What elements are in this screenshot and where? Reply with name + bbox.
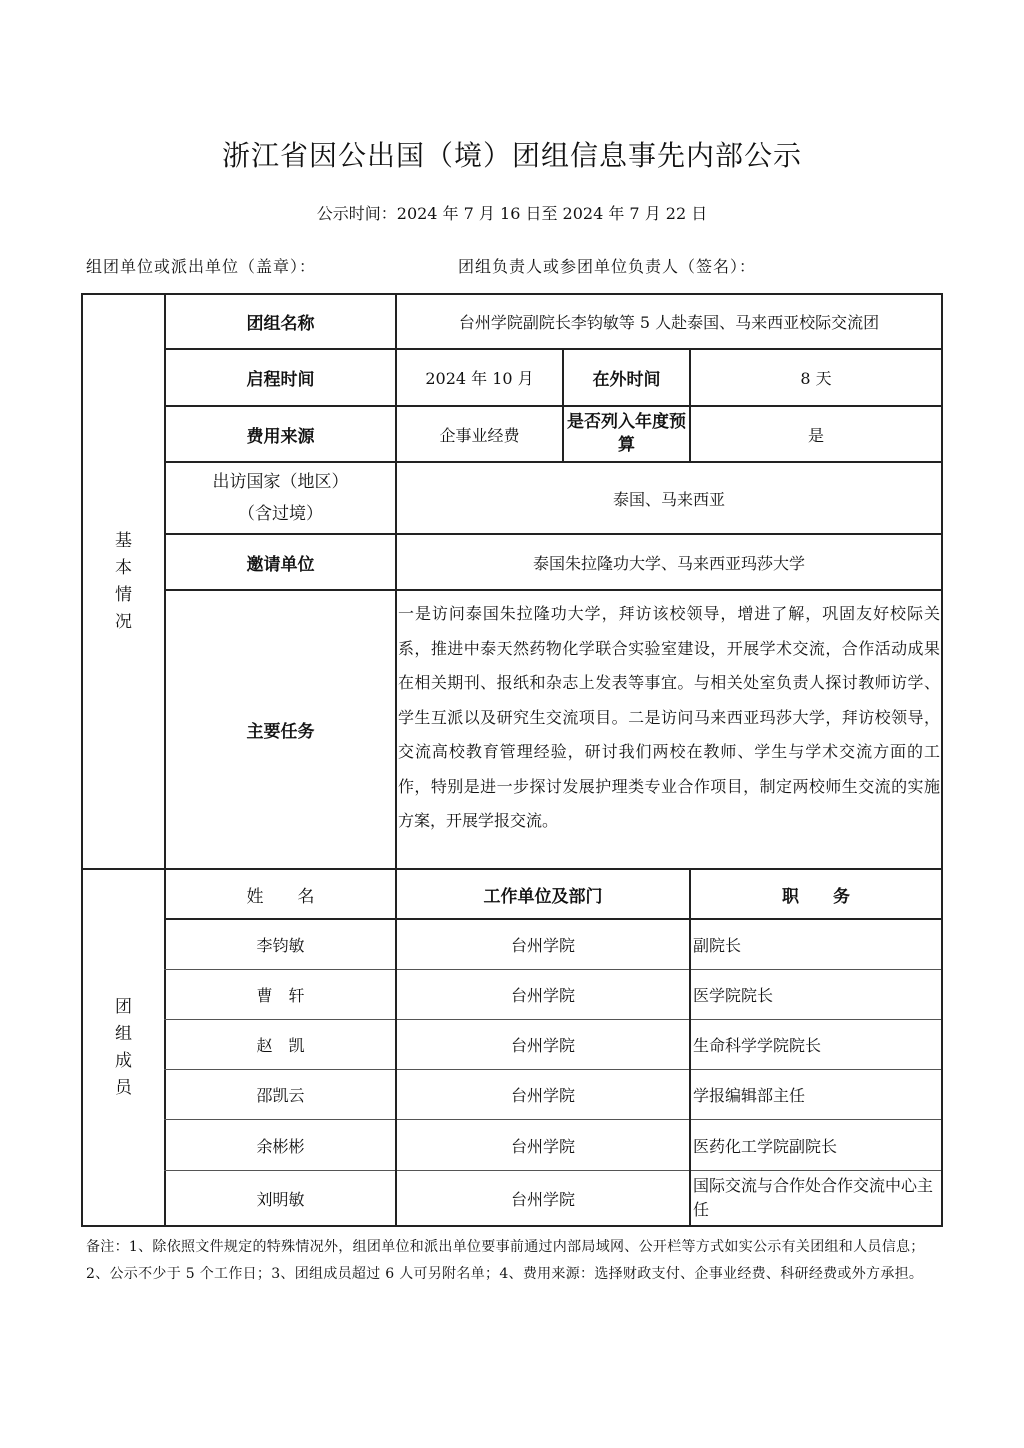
member-title: 生命科学学院院长 bbox=[693, 1036, 822, 1055]
publicity-period: 公示时间：2024 年 7 月 16 日至 2024 年 7 月 22 日 bbox=[316, 204, 708, 223]
member-title: 医学院院长 bbox=[693, 986, 774, 1005]
member-title: 学报编辑部主任 bbox=[693, 1086, 806, 1105]
member-unit: 台州学院 bbox=[510, 936, 575, 955]
basic-info-section-label: 基 本 情 况 bbox=[115, 530, 132, 632]
inviting-unit-label: 邀请单位 bbox=[246, 554, 315, 575]
member-unit-header: 工作单位及部门 bbox=[483, 886, 603, 907]
funding-source-label: 费用来源 bbox=[246, 426, 315, 447]
departure-time-label: 启程时间 bbox=[246, 370, 315, 390]
departure-time-value: 2024 年 10 月 bbox=[425, 369, 534, 388]
member-unit: 台州学院 bbox=[510, 1036, 575, 1055]
inviting-unit-value: 泰国朱拉隆功大学、马来西亚玛莎大学 bbox=[532, 553, 805, 573]
member-unit: 台州学院 bbox=[510, 986, 575, 1005]
member-name: 赵 凯 bbox=[256, 1036, 305, 1055]
countries-label bbox=[166, 463, 395, 533]
member-name-header: 姓 名 bbox=[246, 886, 315, 907]
member-title: 医药化工学院副院长 bbox=[693, 1136, 838, 1156]
footnote: 备注：1、除依照文件规定的特殊情况外，组团单位和派出单位要事前通过内部局域网、公开栏等方式如实公示有关团组和人员信息；2、公示不少于 5 个工作日；3、团组成员超过 6 人可另附名单；4、费用来源：选择财政支付、企事业经费、科研经费或外方承担。 bbox=[86, 1239, 925, 1282]
member-name: 曹 轩 bbox=[256, 986, 305, 1005]
member-name: 刘明敏 bbox=[256, 1189, 305, 1209]
member-title: 副院长 bbox=[693, 936, 742, 955]
funding-source-value: 企事业经费 bbox=[439, 425, 520, 445]
group-name-value: 台州学院副院长李钧敏等 5 人赴泰国、马来西亚校际交流团 bbox=[458, 313, 880, 332]
member-title: 国际交流与合作处合作交流中心主任 bbox=[693, 1176, 934, 1219]
duration-value: 8 天 bbox=[800, 369, 832, 388]
main-tasks-label: 主要任务 bbox=[246, 722, 315, 742]
page-title: 浙江省因公出国（境）团组信息事先内部公示 bbox=[221, 139, 802, 172]
member-title-header: 职 务 bbox=[782, 886, 850, 907]
countries-label-line2: （含过境） bbox=[238, 504, 323, 524]
members-section-label: 团 组 成 员 bbox=[115, 996, 132, 1098]
organizing-unit-seal-label: 组团单位或派出单位（盖章）： bbox=[86, 257, 317, 276]
main-tasks-text: 一是访问泰国朱拉隆功大学，拜访该校领导，增进了解，巩固友好校际关系，推进中泰天然药物化学联合实验室建设，开展学术交流，合作活动成果在相关期刊、报纸和杂志上发表等事宜。与相关处室负责人探讨教师访学、学生互派以及研究生交流项目。二是访问马来西亚玛莎大学，拜访校领导，交流高校教育管理经验，研讨我们两校在教师、学生与学术交流方面的工作，特别是进一步探讨发展护理类专业合作项目，制定两校师生交流的实施方案，开展学报交流。 bbox=[398, 604, 940, 830]
member-name: 邵凯云 bbox=[256, 1086, 305, 1105]
member-unit: 台州学院 bbox=[510, 1086, 575, 1105]
annual-budget-label: 是否列入年度预算 bbox=[567, 412, 686, 455]
member-unit: 台州学院 bbox=[510, 1189, 575, 1209]
member-name: 余彬彬 bbox=[256, 1136, 305, 1156]
duration-label: 在外时间 bbox=[592, 370, 661, 390]
countries-value: 泰国、马来西亚 bbox=[612, 489, 725, 509]
leader-signature-label: 团组负责人或参团单位负责人（签名）： bbox=[458, 257, 757, 276]
annual-budget-value: 是 bbox=[807, 425, 824, 445]
countries-label-line1: 出访国家（地区） bbox=[212, 472, 349, 492]
group-name-label: 团组名称 bbox=[246, 314, 315, 334]
member-unit: 台州学院 bbox=[510, 1136, 575, 1156]
member-name: 李钧敏 bbox=[256, 936, 305, 955]
